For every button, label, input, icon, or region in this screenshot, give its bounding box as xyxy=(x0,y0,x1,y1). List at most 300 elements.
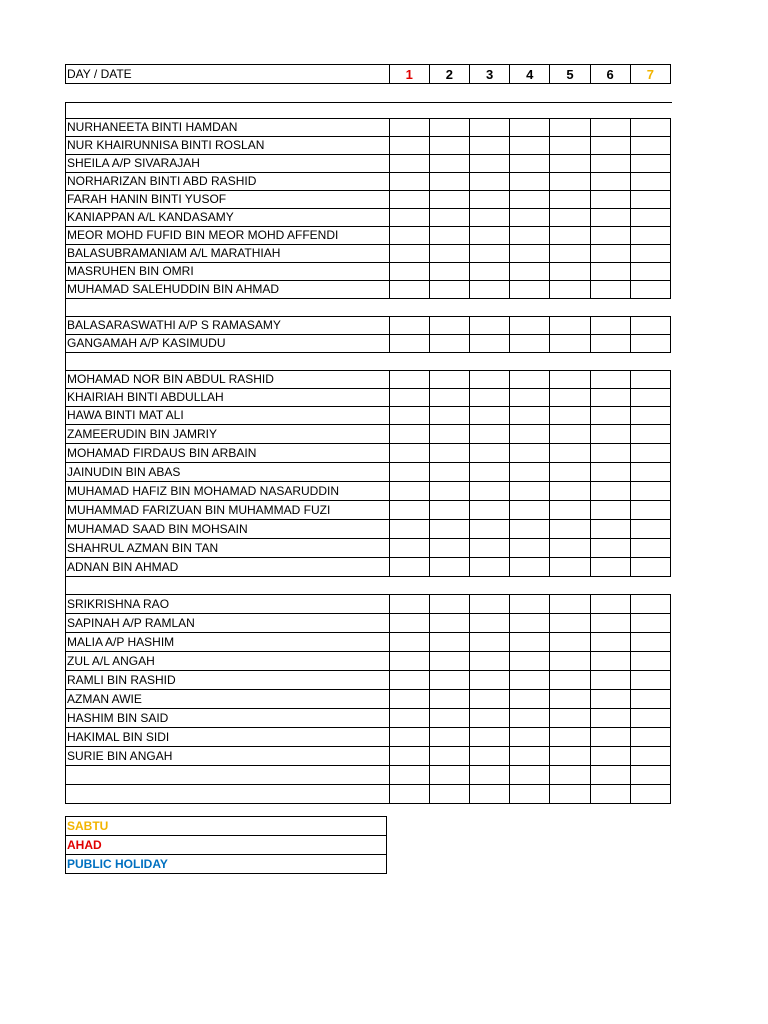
attendance-cell-day-1[interactable] xyxy=(389,227,429,245)
attendance-cell-day-7[interactable] xyxy=(630,633,670,652)
staff-name: MALIA A/P HASHIM xyxy=(66,633,390,652)
staff-name: NUR KHAIRUNNISA BINTI ROSLAN xyxy=(66,137,390,155)
attendance-cell-day-3[interactable] xyxy=(469,119,509,137)
table-row xyxy=(66,281,671,299)
attendance-cell-day-2[interactable] xyxy=(429,335,469,353)
attendance-cell-day-3[interactable] xyxy=(469,317,509,335)
day-4-header: 4 xyxy=(510,65,550,84)
staff-name: HAKIMAL BIN SIDI xyxy=(66,728,390,747)
attendance-cell-day-3[interactable] xyxy=(469,425,509,444)
table-row xyxy=(66,501,671,520)
attendance-cell-day-1[interactable] xyxy=(389,173,429,191)
attendance-cell-day-2[interactable] xyxy=(429,425,469,444)
attendance-cell-day-6[interactable] xyxy=(590,371,630,389)
attendance-cell-day-5[interactable] xyxy=(550,520,590,539)
group-gap xyxy=(66,353,671,371)
attendance-cell-day-1[interactable] xyxy=(389,263,429,281)
attendance-cell-day-2[interactable] xyxy=(429,785,469,804)
staff-name: HAWA BINTI MAT ALI xyxy=(66,407,390,425)
attendance-cell-day-7[interactable] xyxy=(630,191,670,209)
attendance-cell-day-1[interactable] xyxy=(389,245,429,263)
attendance-cell-day-7[interactable] xyxy=(630,482,670,501)
attendance-cell-day-5[interactable] xyxy=(550,191,590,209)
attendance-cell-day-3[interactable] xyxy=(469,558,509,577)
attendance-cell-day-3[interactable] xyxy=(469,209,509,227)
attendance-cell-day-3[interactable] xyxy=(469,389,509,407)
staff-name: JAINUDIN BIN ABAS xyxy=(66,463,390,482)
attendance-cell-day-2[interactable] xyxy=(429,501,469,520)
attendance-cell-day-2[interactable] xyxy=(429,119,469,137)
staff-name: BALASARASWATHI A/P S RAMASAMY xyxy=(66,317,390,335)
table-row xyxy=(66,317,671,335)
attendance-cell-day-3[interactable] xyxy=(469,595,509,614)
attendance-cell-day-2[interactable] xyxy=(429,595,469,614)
attendance-cell-day-7[interactable] xyxy=(630,444,670,463)
attendance-cell-day-2[interactable] xyxy=(429,227,469,245)
attendance-cell-day-6[interactable] xyxy=(590,709,630,728)
attendance-cell-day-6[interactable] xyxy=(590,539,630,558)
attendance-cell-day-7[interactable] xyxy=(630,728,670,747)
attendance-cell-day-6[interactable] xyxy=(590,209,630,227)
attendance-cell-day-4[interactable] xyxy=(510,747,550,766)
attendance-cell-day-6[interactable] xyxy=(590,671,630,690)
attendance-cell-day-4[interactable] xyxy=(510,558,550,577)
attendance-cell-day-7[interactable] xyxy=(630,614,670,633)
attendance-cell-day-5[interactable] xyxy=(550,463,590,482)
attendance-cell-day-3[interactable] xyxy=(469,173,509,191)
attendance-cell-day-1[interactable] xyxy=(389,520,429,539)
table-row xyxy=(66,558,671,577)
attendance-cell-day-4[interactable] xyxy=(510,209,550,227)
attendance-cell-day-5[interactable] xyxy=(550,785,590,804)
attendance-cell-day-7[interactable] xyxy=(630,671,670,690)
attendance-cell-day-6[interactable] xyxy=(590,690,630,709)
attendance-cell-day-5[interactable] xyxy=(550,407,590,425)
attendance-cell-day-1[interactable] xyxy=(389,425,429,444)
attendance-cell-day-4[interactable] xyxy=(510,671,550,690)
table-row xyxy=(66,539,671,558)
table-row xyxy=(66,785,671,804)
attendance-cell-day-6[interactable] xyxy=(590,119,630,137)
attendance-cell-day-6[interactable] xyxy=(590,614,630,633)
staff-name: SRIKRISHNA RAO xyxy=(66,595,390,614)
roster-table xyxy=(65,118,671,804)
attendance-cell-day-4[interactable] xyxy=(510,263,550,281)
attendance-cell-day-5[interactable] xyxy=(550,444,590,463)
attendance-cell-day-4[interactable] xyxy=(510,501,550,520)
attendance-cell-day-3[interactable] xyxy=(469,766,509,785)
table-row xyxy=(66,482,671,501)
attendance-cell-day-2[interactable] xyxy=(429,281,469,299)
attendance-cell-day-2[interactable] xyxy=(429,728,469,747)
attendance-cell-day-2[interactable] xyxy=(429,671,469,690)
attendance-cell-day-5[interactable] xyxy=(550,227,590,245)
attendance-cell-day-5[interactable] xyxy=(550,137,590,155)
attendance-cell-day-5[interactable] xyxy=(550,335,590,353)
attendance-cell-day-7[interactable] xyxy=(630,766,670,785)
staff-name: RAMLI BIN RASHID xyxy=(66,671,390,690)
attendance-cell-day-7[interactable] xyxy=(630,155,670,173)
attendance-cell-day-6[interactable] xyxy=(590,389,630,407)
attendance-cell-day-1[interactable] xyxy=(389,558,429,577)
table-row xyxy=(66,690,671,709)
attendance-cell-day-2[interactable] xyxy=(429,209,469,227)
attendance-cell-day-3[interactable] xyxy=(469,407,509,425)
attendance-cell-day-7[interactable] xyxy=(630,245,670,263)
attendance-cell-day-7[interactable] xyxy=(630,389,670,407)
attendance-cell-day-1[interactable] xyxy=(389,209,429,227)
attendance-cell-day-1[interactable] xyxy=(389,501,429,520)
attendance-cell-day-6[interactable] xyxy=(590,633,630,652)
attendance-cell-day-2[interactable] xyxy=(429,444,469,463)
attendance-cell-day-6[interactable] xyxy=(590,785,630,804)
attendance-cell-day-6[interactable] xyxy=(590,137,630,155)
table-row xyxy=(66,389,671,407)
attendance-cell-day-2[interactable] xyxy=(429,482,469,501)
attendance-cell-day-2[interactable] xyxy=(429,652,469,671)
attendance-cell-day-1[interactable] xyxy=(389,155,429,173)
attendance-cell-day-2[interactable] xyxy=(429,173,469,191)
attendance-cell-day-4[interactable] xyxy=(510,281,550,299)
attendance-cell-day-4[interactable] xyxy=(510,119,550,137)
attendance-cell-day-6[interactable] xyxy=(590,263,630,281)
attendance-cell-day-1[interactable] xyxy=(389,463,429,482)
attendance-cell-day-5[interactable] xyxy=(550,263,590,281)
attendance-cell-day-4[interactable] xyxy=(510,245,550,263)
attendance-cell-day-6[interactable] xyxy=(590,463,630,482)
attendance-cell-day-4[interactable] xyxy=(510,709,550,728)
attendance-cell-day-4[interactable] xyxy=(510,595,550,614)
attendance-cell-day-7[interactable] xyxy=(630,463,670,482)
attendance-cell-day-4[interactable] xyxy=(510,389,550,407)
attendance-cell-day-7[interactable] xyxy=(630,281,670,299)
attendance-cell-day-7[interactable] xyxy=(630,520,670,539)
attendance-cell-day-5[interactable] xyxy=(550,709,590,728)
attendance-cell-day-1[interactable] xyxy=(389,407,429,425)
attendance-cell-day-1[interactable] xyxy=(389,785,429,804)
attendance-cell-day-6[interactable] xyxy=(590,335,630,353)
attendance-cell-day-4[interactable] xyxy=(510,482,550,501)
attendance-cell-day-3[interactable] xyxy=(469,728,509,747)
attendance-cell-day-7[interactable] xyxy=(630,425,670,444)
attendance-cell-day-3[interactable] xyxy=(469,335,509,353)
attendance-cell-day-6[interactable] xyxy=(590,501,630,520)
attendance-cell-day-5[interactable] xyxy=(550,317,590,335)
attendance-cell-day-2[interactable] xyxy=(429,633,469,652)
attendance-cell-day-7[interactable] xyxy=(630,407,670,425)
attendance-cell-day-3[interactable] xyxy=(469,501,509,520)
table-row xyxy=(66,209,671,227)
separator-row xyxy=(65,102,672,119)
table-row xyxy=(66,155,671,173)
attendance-cell-day-1[interactable] xyxy=(389,335,429,353)
attendance-cell-day-5[interactable] xyxy=(550,652,590,671)
attendance-cell-day-4[interactable] xyxy=(510,728,550,747)
attendance-cell-day-5[interactable] xyxy=(550,728,590,747)
attendance-cell-day-2[interactable] xyxy=(429,137,469,155)
attendance-cell-day-6[interactable] xyxy=(590,425,630,444)
table-row xyxy=(66,425,671,444)
attendance-cell-day-3[interactable] xyxy=(469,709,509,728)
staff-name: MUHAMAD SAAD BIN MOHSAIN xyxy=(66,520,390,539)
group-gap-cell xyxy=(66,353,671,371)
attendance-cell-day-4[interactable] xyxy=(510,520,550,539)
attendance-cell-day-3[interactable] xyxy=(469,245,509,263)
attendance-cell-day-5[interactable] xyxy=(550,389,590,407)
staff-name: KANIAPPAN A/L KANDASAMY xyxy=(66,209,390,227)
table-row xyxy=(66,371,671,389)
attendance-cell-day-5[interactable] xyxy=(550,766,590,785)
attendance-cell-day-3[interactable] xyxy=(469,281,509,299)
attendance-cell-day-7[interactable] xyxy=(630,652,670,671)
attendance-cell-day-7[interactable] xyxy=(630,558,670,577)
attendance-cell-day-4[interactable] xyxy=(510,463,550,482)
attendance-cell-day-1[interactable] xyxy=(389,728,429,747)
attendance-cell-day-6[interactable] xyxy=(590,155,630,173)
attendance-cell-day-4[interactable] xyxy=(510,690,550,709)
attendance-cell-day-1[interactable] xyxy=(389,539,429,558)
legend-ahad: AHAD xyxy=(66,836,387,855)
attendance-cell-day-4[interactable] xyxy=(510,407,550,425)
attendance-cell-day-7[interactable] xyxy=(630,539,670,558)
attendance-cell-day-4[interactable] xyxy=(510,191,550,209)
legend-public-holiday: PUBLIC HOLIDAY xyxy=(66,855,387,874)
attendance-cell-day-7[interactable] xyxy=(630,173,670,191)
attendance-cell-day-6[interactable] xyxy=(590,747,630,766)
attendance-cell-day-3[interactable] xyxy=(469,482,509,501)
attendance-cell-day-1[interactable] xyxy=(389,482,429,501)
attendance-cell-day-4[interactable] xyxy=(510,652,550,671)
attendance-cell-day-2[interactable] xyxy=(429,317,469,335)
attendance-cell-day-3[interactable] xyxy=(469,155,509,173)
staff-name: ZUL A/L ANGAH xyxy=(66,652,390,671)
attendance-cell-day-7[interactable] xyxy=(630,227,670,245)
table-row xyxy=(66,709,671,728)
attendance-cell-day-5[interactable] xyxy=(550,501,590,520)
table-row xyxy=(66,766,671,785)
attendance-cell-day-1[interactable] xyxy=(389,690,429,709)
attendance-cell-day-4[interactable] xyxy=(510,614,550,633)
group-gap xyxy=(66,299,671,317)
attendance-cell-day-4[interactable] xyxy=(510,173,550,191)
attendance-cell-day-2[interactable] xyxy=(429,155,469,173)
attendance-cell-day-4[interactable] xyxy=(510,335,550,353)
attendance-cell-day-3[interactable] xyxy=(469,371,509,389)
attendance-cell-day-6[interactable] xyxy=(590,652,630,671)
attendance-cell-day-3[interactable] xyxy=(469,614,509,633)
attendance-cell-day-1[interactable] xyxy=(389,766,429,785)
attendance-cell-day-2[interactable] xyxy=(429,407,469,425)
attendance-cell-day-2[interactable] xyxy=(429,191,469,209)
attendance-cell-day-3[interactable] xyxy=(469,444,509,463)
attendance-cell-day-6[interactable] xyxy=(590,407,630,425)
staff-name: NORHARIZAN BINTI ABD RASHID xyxy=(66,173,390,191)
staff-name: MUHAMAD HAFIZ BIN MOHAMAD NASARUDDIN xyxy=(66,482,390,501)
table-row xyxy=(66,119,671,137)
attendance-cell-day-6[interactable] xyxy=(590,317,630,335)
header-table xyxy=(65,64,671,84)
staff-name: MUHAMMAD FARIZUAN BIN MUHAMMAD FUZI xyxy=(66,501,390,520)
attendance-cell-day-6[interactable] xyxy=(590,245,630,263)
attendance-cell-day-1[interactable] xyxy=(389,389,429,407)
attendance-cell-day-5[interactable] xyxy=(550,633,590,652)
attendance-cell-day-1[interactable] xyxy=(389,191,429,209)
attendance-cell-day-7[interactable] xyxy=(630,137,670,155)
attendance-cell-day-2[interactable] xyxy=(429,520,469,539)
attendance-cell-day-6[interactable] xyxy=(590,766,630,785)
attendance-cell-day-6[interactable] xyxy=(590,558,630,577)
attendance-cell-day-1[interactable] xyxy=(389,671,429,690)
attendance-cell-day-4[interactable] xyxy=(510,137,550,155)
attendance-cell-day-5[interactable] xyxy=(550,595,590,614)
table-row xyxy=(66,191,671,209)
attendance-cell-day-7[interactable] xyxy=(630,209,670,227)
table-row xyxy=(66,444,671,463)
attendance-cell-day-2[interactable] xyxy=(429,463,469,482)
attendance-cell-day-4[interactable] xyxy=(510,425,550,444)
attendance-cell-day-7[interactable] xyxy=(630,501,670,520)
table-row xyxy=(66,652,671,671)
attendance-cell-day-4[interactable] xyxy=(510,444,550,463)
attendance-cell-day-7[interactable] xyxy=(630,371,670,389)
attendance-cell-day-5[interactable] xyxy=(550,371,590,389)
staff-name: ADNAN BIN AHMAD xyxy=(66,558,390,577)
legend-table xyxy=(65,816,387,874)
attendance-cell-day-3[interactable] xyxy=(469,227,509,245)
day-date-label: DAY / DATE xyxy=(66,65,390,84)
attendance-cell-day-1[interactable] xyxy=(389,633,429,652)
attendance-cell-day-5[interactable] xyxy=(550,539,590,558)
legend-sabtu: SABTU xyxy=(66,817,387,836)
attendance-cell-day-1[interactable] xyxy=(389,317,429,335)
attendance-cell-day-1[interactable] xyxy=(389,371,429,389)
staff-name: NURHANEETA BINTI HAMDAN xyxy=(66,119,390,137)
attendance-cell-day-7[interactable] xyxy=(630,690,670,709)
attendance-cell-day-1[interactable] xyxy=(389,614,429,633)
attendance-cell-day-2[interactable] xyxy=(429,539,469,558)
attendance-cell-day-3[interactable] xyxy=(469,191,509,209)
attendance-cell-day-6[interactable] xyxy=(590,482,630,501)
attendance-cell-day-1[interactable] xyxy=(389,709,429,728)
attendance-cell-day-5[interactable] xyxy=(550,209,590,227)
attendance-cell-day-3[interactable] xyxy=(469,785,509,804)
attendance-cell-day-6[interactable] xyxy=(590,595,630,614)
attendance-cell-day-5[interactable] xyxy=(550,558,590,577)
attendance-cell-day-5[interactable] xyxy=(550,173,590,191)
attendance-cell-day-4[interactable] xyxy=(510,317,550,335)
attendance-cell-day-4[interactable] xyxy=(510,155,550,173)
attendance-cell-day-2[interactable] xyxy=(429,614,469,633)
attendance-cell-day-7[interactable] xyxy=(630,595,670,614)
attendance-cell-day-4[interactable] xyxy=(510,785,550,804)
staff-name: HASHIM BIN SAID xyxy=(66,709,390,728)
attendance-cell-day-4[interactable] xyxy=(510,539,550,558)
table-row xyxy=(66,747,671,766)
attendance-cell-day-1[interactable] xyxy=(389,747,429,766)
attendance-cell-day-5[interactable] xyxy=(550,747,590,766)
attendance-cell-day-3[interactable] xyxy=(469,520,509,539)
attendance-cell-day-7[interactable] xyxy=(630,785,670,804)
attendance-cell-day-1[interactable] xyxy=(389,444,429,463)
staff-name: SAPINAH A/P RAMLAN xyxy=(66,614,390,633)
table-row xyxy=(66,263,671,281)
day-7-header: 7 xyxy=(630,65,670,84)
attendance-cell-day-2[interactable] xyxy=(429,389,469,407)
attendance-cell-day-4[interactable] xyxy=(510,227,550,245)
attendance-cell-day-7[interactable] xyxy=(630,335,670,353)
attendance-cell-day-2[interactable] xyxy=(429,709,469,728)
attendance-cell-day-5[interactable] xyxy=(550,671,590,690)
attendance-cell-day-3[interactable] xyxy=(469,463,509,482)
attendance-cell-day-3[interactable] xyxy=(469,690,509,709)
attendance-cell-day-3[interactable] xyxy=(469,633,509,652)
attendance-cell-day-7[interactable] xyxy=(630,119,670,137)
attendance-cell-day-3[interactable] xyxy=(469,671,509,690)
attendance-cell-day-2[interactable] xyxy=(429,766,469,785)
attendance-cell-day-1[interactable] xyxy=(389,137,429,155)
attendance-cell-day-5[interactable] xyxy=(550,425,590,444)
attendance-cell-day-2[interactable] xyxy=(429,690,469,709)
staff-name: GANGAMAH A/P KASIMUDU xyxy=(66,335,390,353)
attendance-cell-day-6[interactable] xyxy=(590,444,630,463)
attendance-cell-day-5[interactable] xyxy=(550,245,590,263)
attendance-cell-day-5[interactable] xyxy=(550,155,590,173)
attendance-cell-day-3[interactable] xyxy=(469,263,509,281)
table-row xyxy=(66,520,671,539)
attendance-cell-day-6[interactable] xyxy=(590,281,630,299)
attendance-cell-day-7[interactable] xyxy=(630,747,670,766)
attendance-cell-day-5[interactable] xyxy=(550,482,590,501)
attendance-cell-day-1[interactable] xyxy=(389,281,429,299)
attendance-cell-day-5[interactable] xyxy=(550,614,590,633)
attendance-cell-day-3[interactable] xyxy=(469,137,509,155)
staff-name xyxy=(66,785,390,804)
attendance-cell-day-1[interactable] xyxy=(389,595,429,614)
attendance-cell-day-1[interactable] xyxy=(389,119,429,137)
attendance-cell-day-3[interactable] xyxy=(469,747,509,766)
attendance-cell-day-1[interactable] xyxy=(389,652,429,671)
table-row xyxy=(66,633,671,652)
attendance-cell-day-3[interactable] xyxy=(469,652,509,671)
attendance-cell-day-6[interactable] xyxy=(590,173,630,191)
attendance-cell-day-2[interactable] xyxy=(429,245,469,263)
attendance-cell-day-5[interactable] xyxy=(550,281,590,299)
attendance-cell-day-2[interactable] xyxy=(429,558,469,577)
attendance-cell-day-5[interactable] xyxy=(550,119,590,137)
attendance-cell-day-4[interactable] xyxy=(510,371,550,389)
staff-name: MUHAMAD SALEHUDDIN BIN AHMAD xyxy=(66,281,390,299)
attendance-cell-day-4[interactable] xyxy=(510,633,550,652)
attendance-cell-day-7[interactable] xyxy=(630,709,670,728)
group-gap-cell xyxy=(66,577,671,595)
attendance-cell-day-2[interactable] xyxy=(429,263,469,281)
attendance-cell-day-6[interactable] xyxy=(590,227,630,245)
attendance-cell-day-6[interactable] xyxy=(590,191,630,209)
attendance-cell-day-2[interactable] xyxy=(429,371,469,389)
attendance-cell-day-6[interactable] xyxy=(590,728,630,747)
attendance-cell-day-4[interactable] xyxy=(510,766,550,785)
attendance-cell-day-2[interactable] xyxy=(429,747,469,766)
attendance-cell-day-6[interactable] xyxy=(590,520,630,539)
attendance-cell-day-5[interactable] xyxy=(550,690,590,709)
attendance-cell-day-3[interactable] xyxy=(469,539,509,558)
attendance-cell-day-7[interactable] xyxy=(630,317,670,335)
day-2-header: 2 xyxy=(429,65,469,84)
table-row xyxy=(66,137,671,155)
attendance-cell-day-7[interactable] xyxy=(630,263,670,281)
staff-name: AZMAN AWIE xyxy=(66,690,390,709)
day-5-header: 5 xyxy=(550,65,590,84)
